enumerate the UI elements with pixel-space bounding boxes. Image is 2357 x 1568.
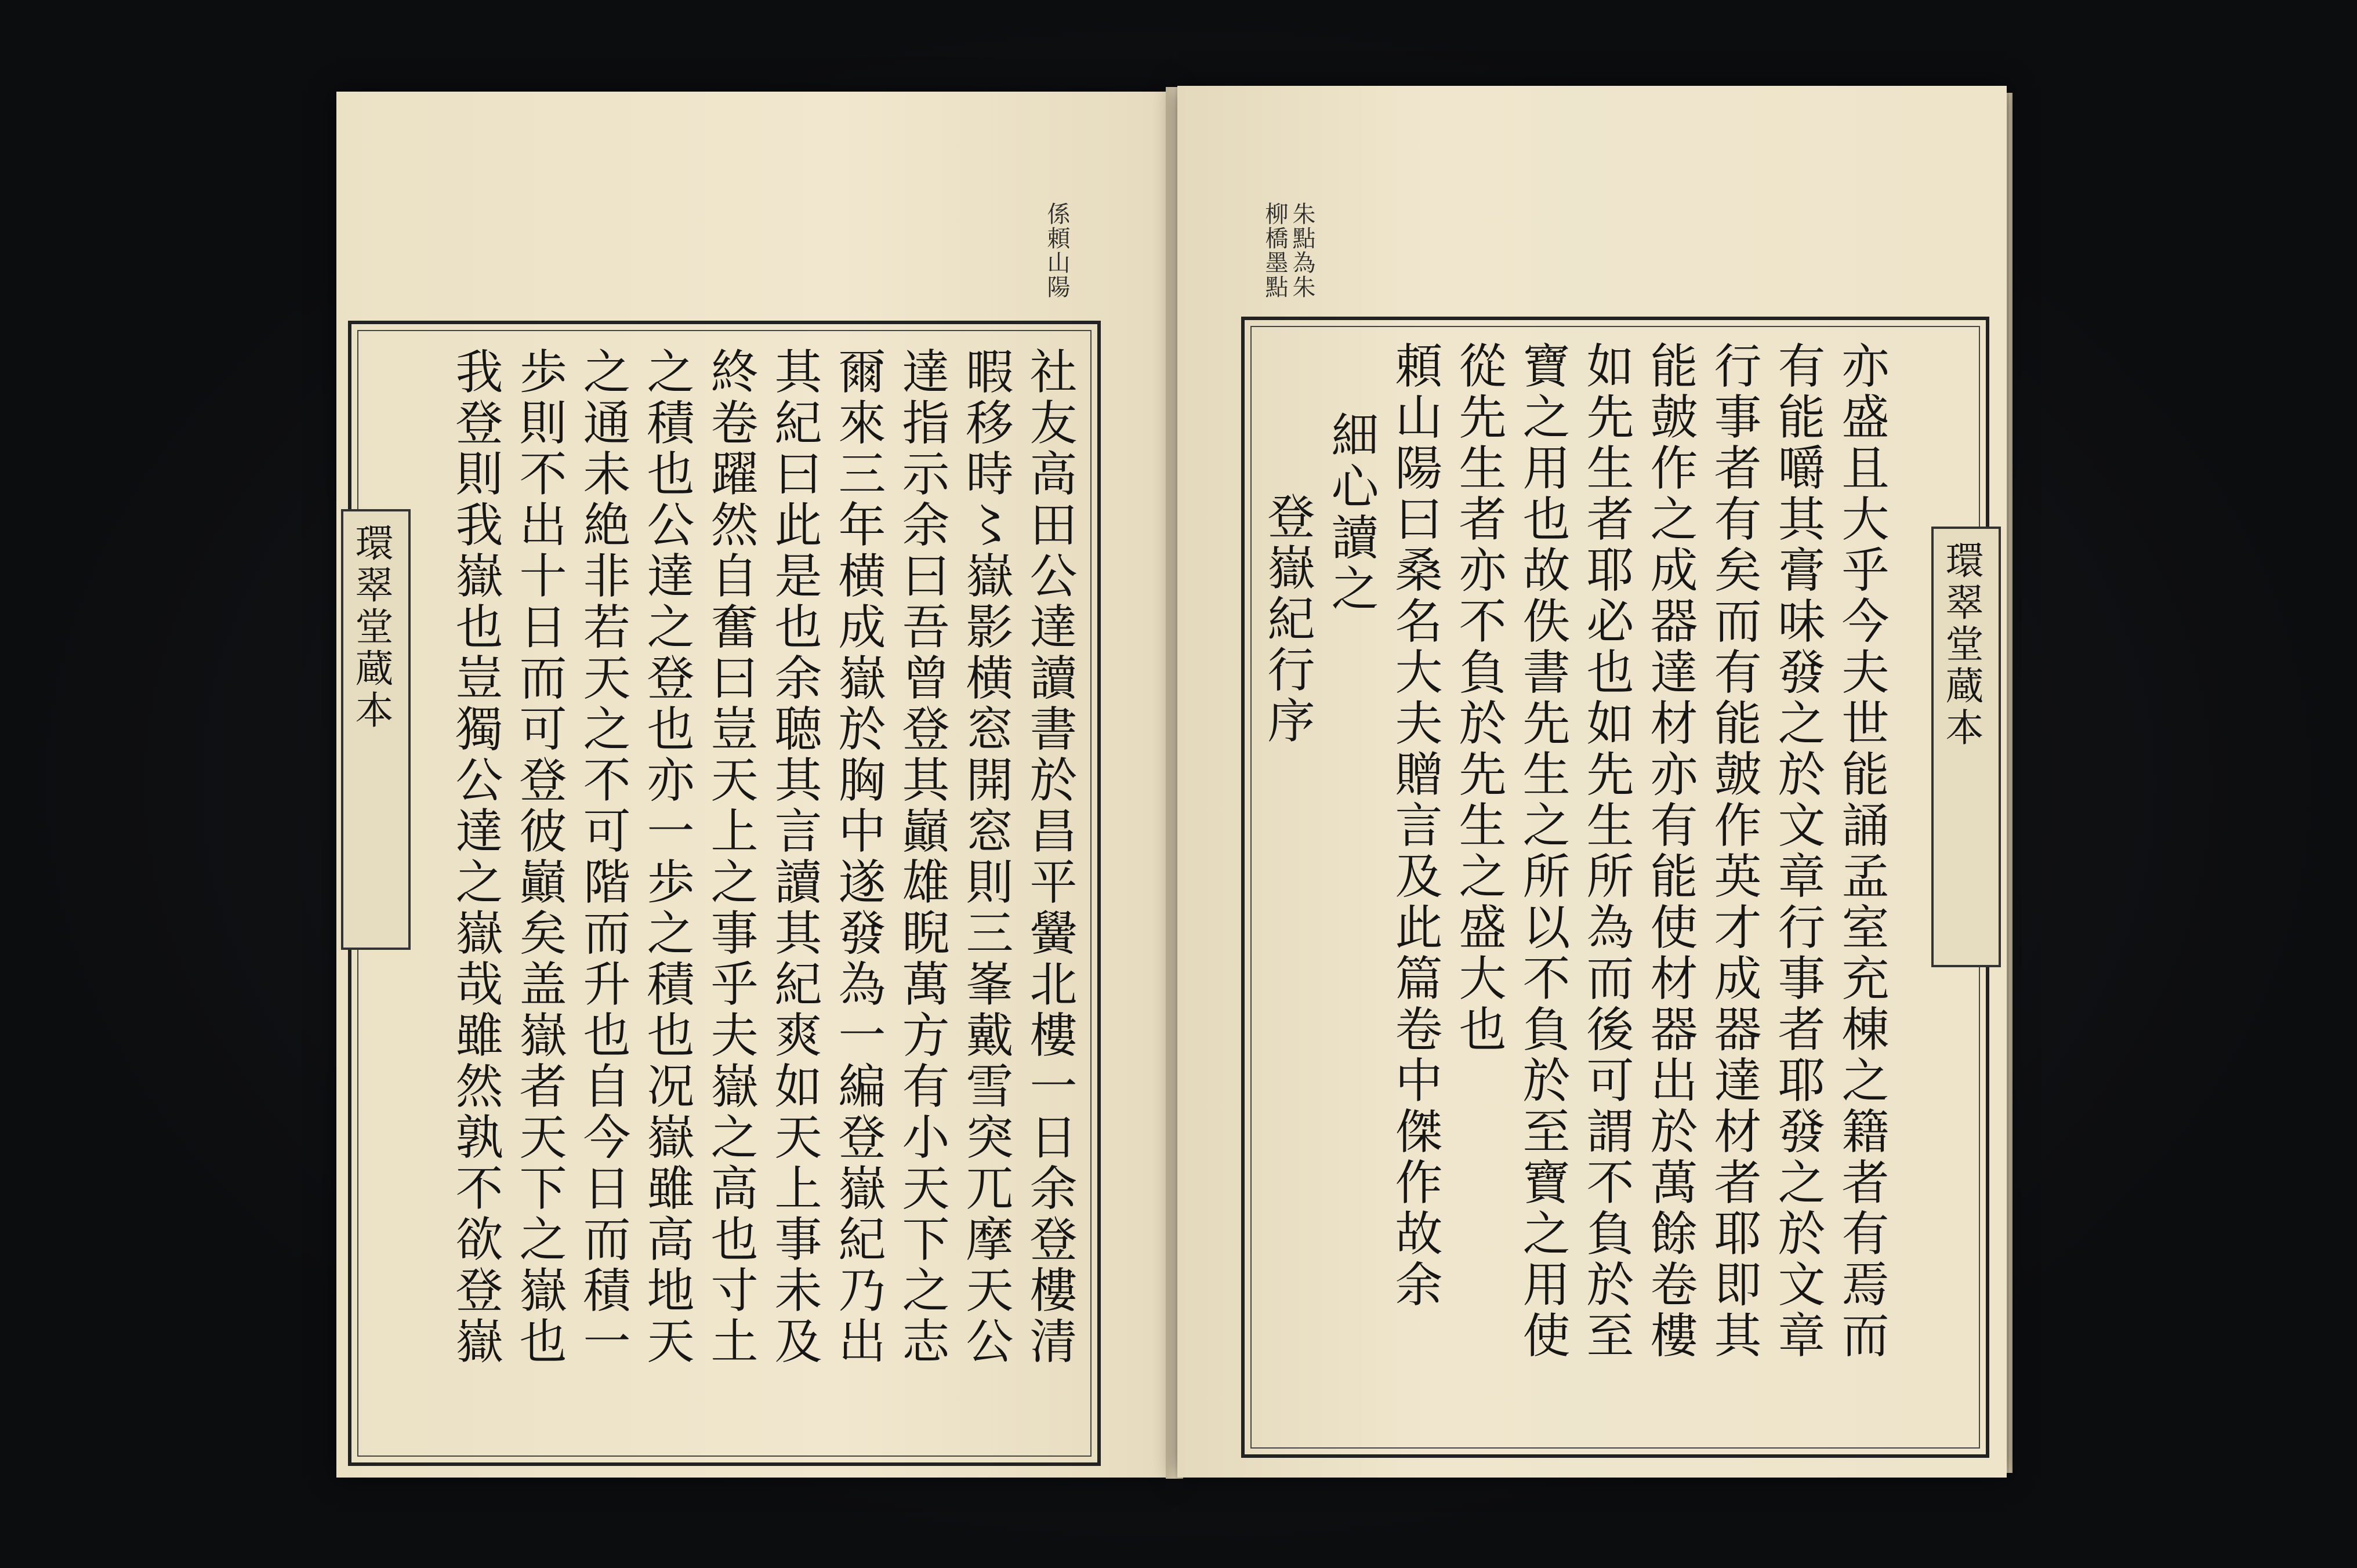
right-margin-note-2: 柳橋墨點	[1261, 202, 1288, 299]
right-column-6: 寶之用也故佚書先生之所以不負於至寶之用使	[1515, 341, 1570, 1362]
right-column-5: 如先生者耶必也如先生所為而後可謂不負於至	[1579, 341, 1634, 1362]
left-column-9: 歩則不出十日而可登彼巓矣盖嶽者天下之嶽也	[512, 347, 567, 1367]
left-column-2: 暇移時〻嶽影横窓開窓則三峯戴雪突兀摩天公	[958, 347, 1013, 1367]
right-column-9: 細心讀之	[1323, 411, 1379, 615]
right-ear-label: 環翠堂蔵本	[1939, 540, 1983, 749]
left-ear-label: 環翠堂蔵本	[349, 523, 393, 732]
right-column-4: 能皷作之成器達材亦有能使材器出於萬餘卷樓	[1642, 341, 1698, 1362]
left-column-10: 我登則我嶽也豈獨公達之嶽哉雖然孰不欲登嶽	[448, 347, 503, 1367]
right-column-7: 從先生者亦不負於先生之盛大也	[1451, 341, 1506, 1055]
right-column-8: 頼山陽曰桑名大夫贈言及此篇卷中傑作故余	[1387, 341, 1442, 1311]
right-column-3: 行事者有矣而有能皷作英才成器達材者耶即其	[1706, 341, 1761, 1362]
left-page	[336, 92, 1172, 1478]
right-margin-note-1: 朱點為朱	[1289, 202, 1315, 299]
left-column-3: 達指示余曰吾曾登其巓雄睨萬方有小天下之志	[894, 347, 949, 1367]
right-ear-label-box	[1931, 527, 2001, 967]
right-column-1: 亦盛且大乎今夫世能誦孟室充棟之籍者有焉而	[1834, 341, 1889, 1362]
left-column-6: 終卷躍然自奮曰豈天上之事乎夫嶽之高也寸土	[703, 347, 758, 1367]
right-column-2: 有能嚼其膏味發之於文章行事者耶發之於文章	[1770, 341, 1825, 1362]
left-column-8: 之通未絶非若天之不可階而升也自今日而積一	[575, 347, 630, 1367]
right-page	[1177, 86, 2007, 1478]
right-column-10: 登嶽紀行序	[1260, 492, 1315, 747]
left-margin-note: 係頼山陽	[1043, 202, 1070, 299]
left-column-1: 社友高田公達讀書於昌平黌北樓一日余登樓清	[1022, 347, 1077, 1367]
left-column-5: 其紀曰此是也余聴其言讀其紀爽如天上事未及	[767, 347, 822, 1367]
left-column-4: 爾來三年横成嶽於胸中遂發為一編登嶽紀乃出	[831, 347, 886, 1367]
left-ear-label-box	[341, 509, 411, 950]
left-column-7: 之積也公達之登也亦一歩之積也况嶽雖高地天	[639, 347, 694, 1367]
